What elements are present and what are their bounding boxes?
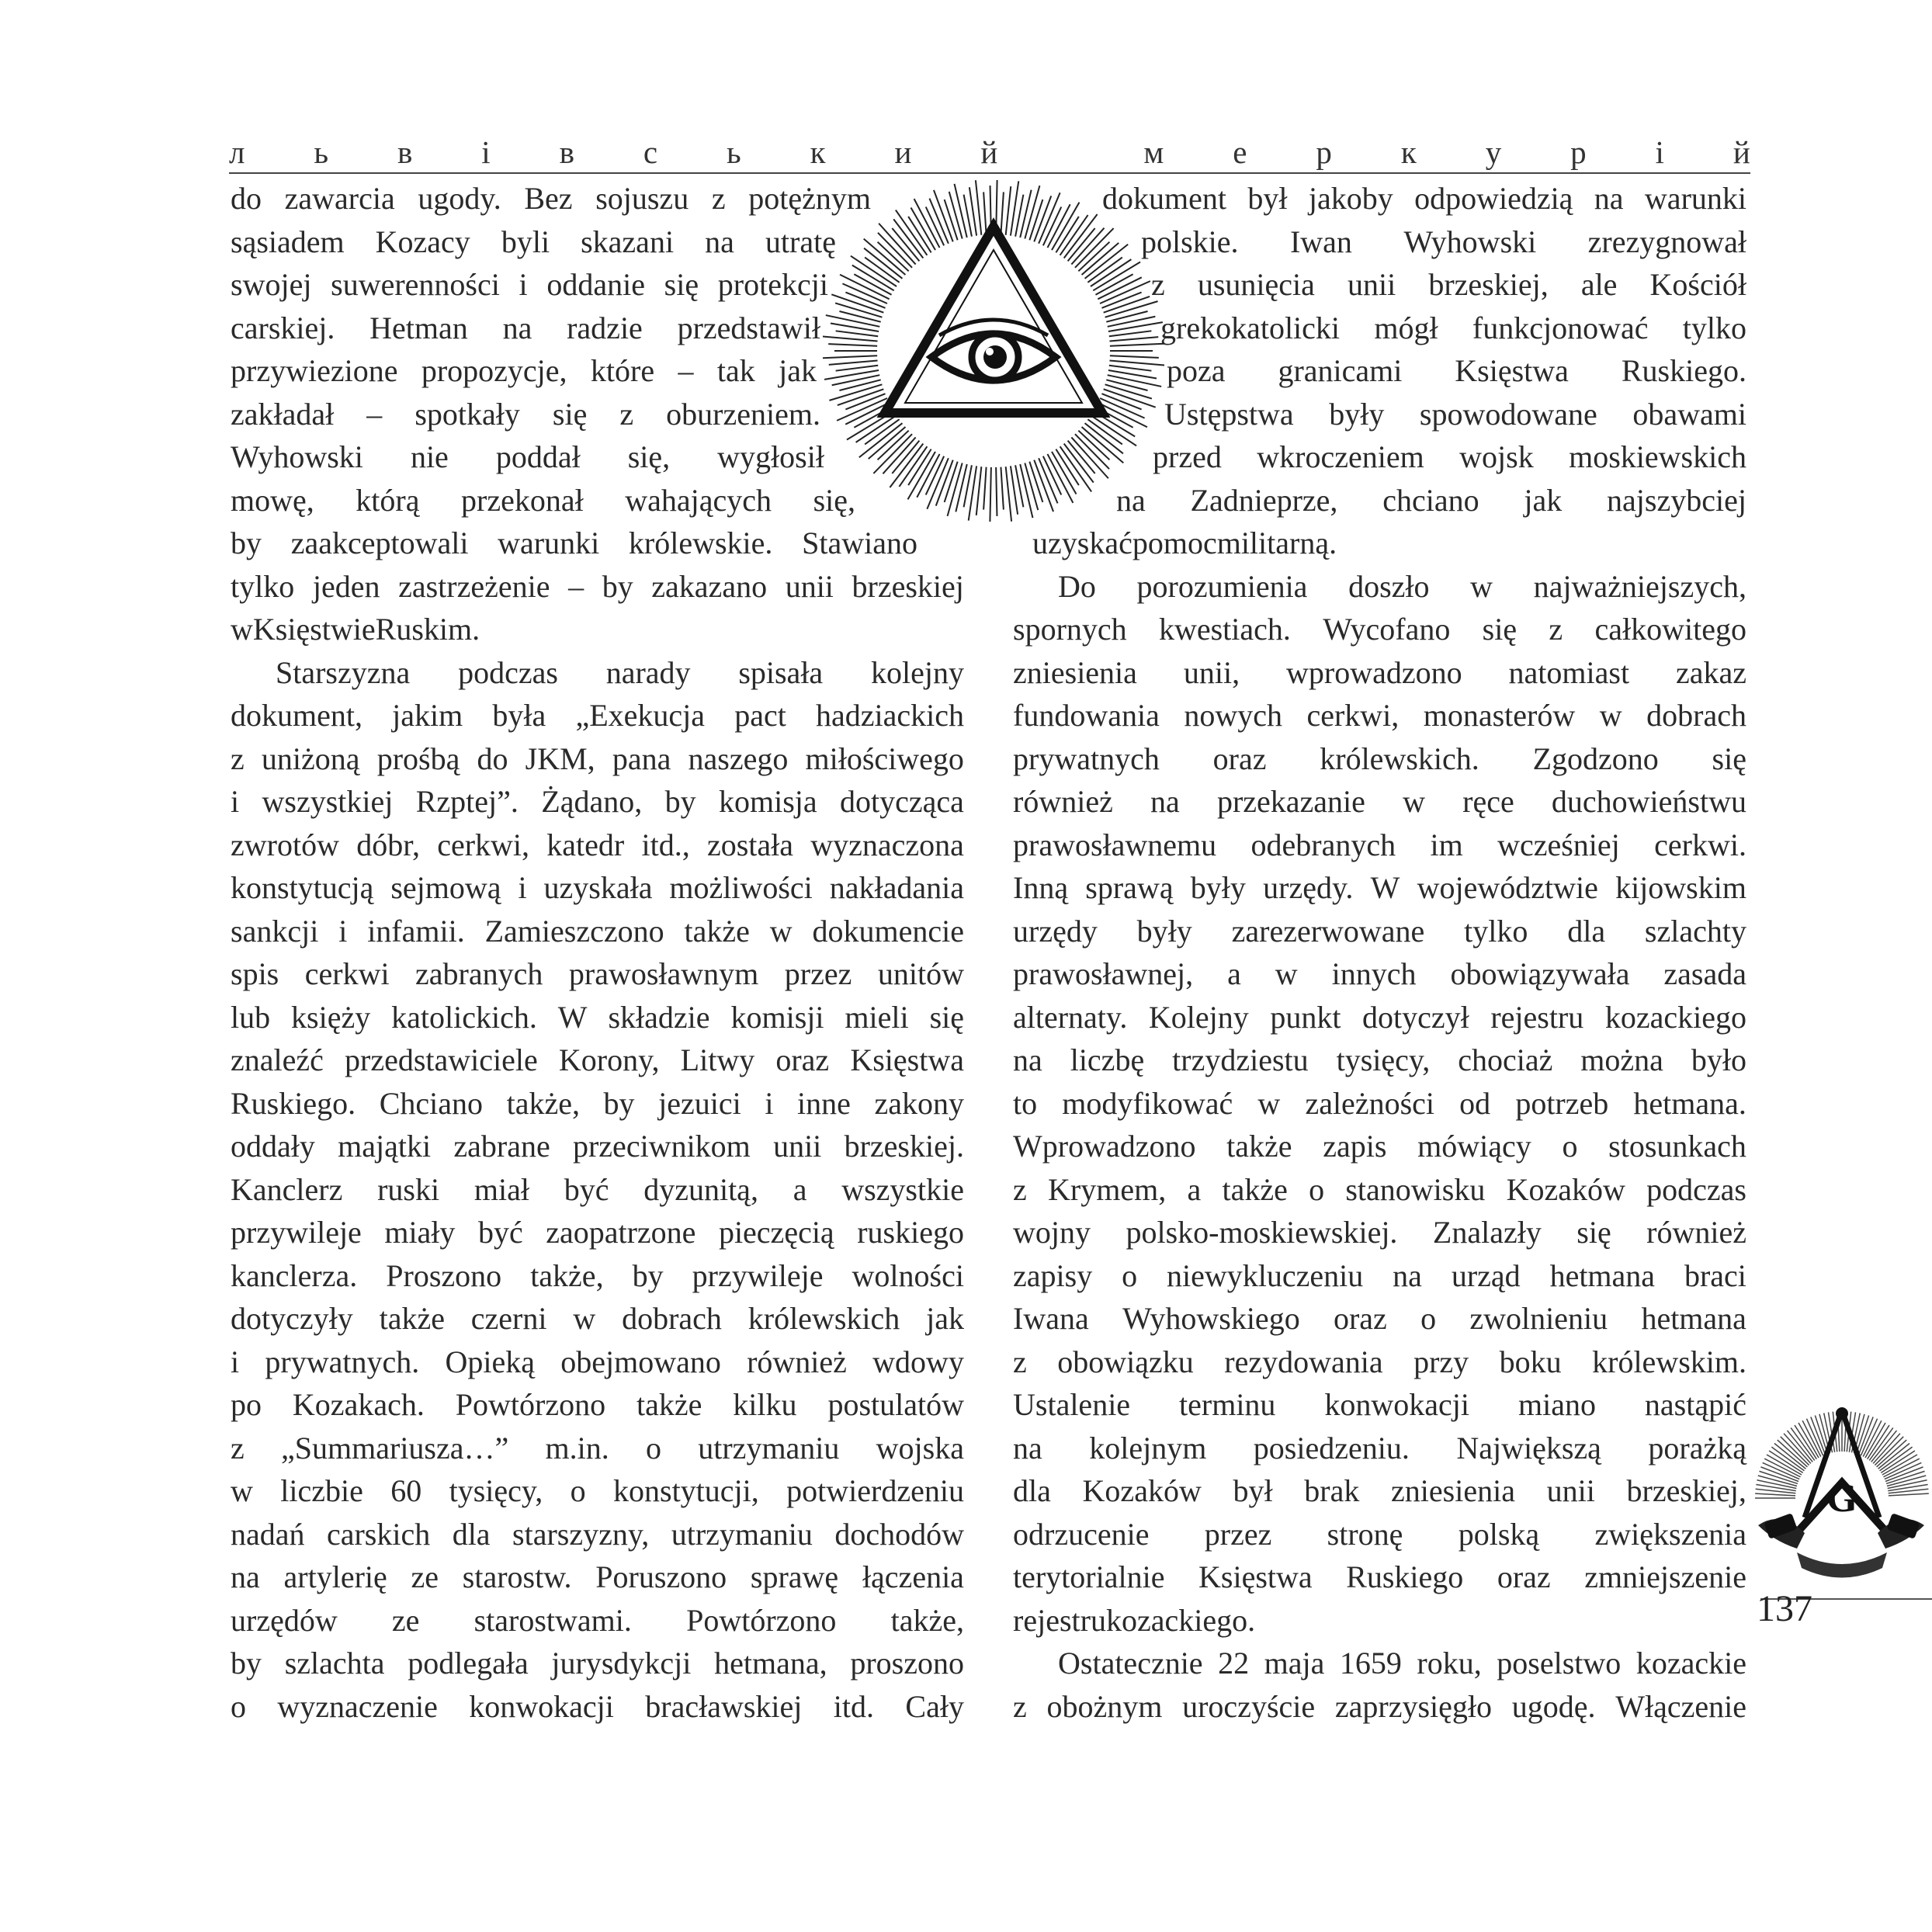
all-seeing-eye-icon — [823, 180, 1164, 522]
text-line: Starszyzna podczas narady spisała kolejny — [276, 654, 964, 690]
text-line: Wyhowski nie poddał się, wygłosił — [231, 439, 824, 474]
text-line: na Zadnieprze, chciano jak najszybciej — [1116, 482, 1746, 518]
text-line: na kolejnym posiedzeniu. Największą porażką — [1013, 1430, 1746, 1465]
running-head-letter: р — [1570, 134, 1587, 170]
text-line: grekokatolicki mógł funkcjonować tylko — [1160, 310, 1746, 345]
text-line: poza granicami Księstwa Ruskiego. — [1167, 353, 1746, 388]
running-head-letter: й — [1733, 134, 1750, 170]
text-line: Ruskiego. Chciano także, by jezuici i inne zakony — [231, 1085, 964, 1121]
text-line: dokument był jakoby odpowiedzią na warunki — [1102, 181, 1746, 216]
text-line: sąsiadem Kozacy byli skazani na utratę — [231, 224, 836, 259]
running-head-letter — [1067, 134, 1074, 171]
text-line: Ustalenie terminu konwokacji miano nastąpić — [1013, 1387, 1746, 1422]
text-line: przed wkroczeniem wojsk moskiewskich — [1153, 439, 1746, 474]
running-head-letter: й — [980, 134, 998, 170]
header-rule — [229, 172, 1750, 174]
text-line: dokument, jakim była „Exekucja pact hadziackich — [231, 698, 964, 733]
running-head-letter: ь — [314, 134, 329, 170]
running-head-letter: ь — [727, 134, 741, 170]
text-line: by szlachta podlegała jurysdykcji hetmana, proszono — [231, 1646, 964, 1681]
text-line: nadań carskich dla starszyzny, utrzymaniu dochodów — [231, 1516, 964, 1552]
text-line: wojny polsko-moskiewskiej. Znalazły się również — [1013, 1215, 1746, 1250]
text-line: również na przekazanie w ręce duchowieństwu — [1013, 784, 1746, 819]
running-head-letter: и — [894, 134, 912, 170]
text-line: w Księstwie Ruskim. — [231, 612, 480, 647]
text-line: konstytucją sejmową i uzyskała możliwości nakładania — [231, 870, 964, 905]
running-head-letter: в — [559, 134, 574, 170]
text-line: i prywatnych. Opieką obejmowano również wdowy — [231, 1344, 964, 1379]
text-line: alternaty. Kolejny punkt dotyczył rejestru kozackiego — [1013, 999, 1746, 1035]
text-line: rejestru kozackiego. — [1013, 1602, 1256, 1638]
text-line: by zaakceptowali warunki królewskie. Stawiano — [231, 525, 917, 560]
text-line: carskiej. Hetman na radzie przedstawił — [231, 310, 820, 345]
text-line: Kanclerz ruski miał być dyzunitą, a wszystkie — [231, 1171, 964, 1207]
text-line: po Kozakach. Powtórzono także kilku postulatów — [231, 1387, 964, 1422]
text-line: na liczbę trzydziestu tysięcy, chociaż można było — [1013, 1042, 1746, 1077]
masonic-square-compass-icon — [1750, 1393, 1932, 1595]
page-number: 137 — [1757, 1588, 1812, 1629]
text-line: uzyskać pomoc militarną. — [1032, 525, 1337, 560]
running-head-letter: с — [643, 134, 658, 170]
running-head-letter: е — [1233, 134, 1247, 170]
running-head-letter: і — [481, 134, 491, 170]
text-line: z uniżoną prośbą do JKM, pana naszego miłościwego — [231, 741, 964, 776]
running-head-letter: в — [397, 134, 413, 170]
text-line: Wprowadzono także zapis mówiący o stosunkach — [1013, 1129, 1746, 1164]
running-head-letter: м — [1143, 134, 1164, 170]
text-line: zapisy o niewykluczeniu na urząd hetmana braci — [1013, 1257, 1746, 1293]
text-line: przywiezione propozycje, które – tak jak — [231, 353, 817, 388]
running-head-letter: к — [1400, 134, 1417, 170]
text-line: polskie. Iwan Wyhowski zrezygnował — [1141, 224, 1746, 259]
text-line: terytorialnie Księstwa Ruskiego oraz zmniejszenie — [1013, 1559, 1746, 1594]
text-line: Inną sprawą były urzędy. W województwie kijowskim — [1013, 870, 1746, 905]
text-line: Ostatecznie 22 maja 1659 roku, poselstwo kozackie — [1058, 1646, 1746, 1681]
text-line: fundowania nowych cerkwi, monasterów w dobrach — [1013, 698, 1746, 733]
text-line: urzędów ze starostwami. Powtórzono także, — [231, 1602, 964, 1638]
text-line: i wszystkiej Rzptej”. Żądano, by komisja dotycząca — [231, 784, 964, 819]
text-line: oddały majątki zabrane przeciwnikom unii brzeskiej. — [231, 1129, 964, 1164]
text-line: mowę, którą przekonał wahających się, — [231, 482, 855, 518]
text-line: Iwana Wyhowskiego oraz o zwolnieniu hetmana — [1013, 1301, 1746, 1336]
text-line: kanclerza. Proszono także, by przywileje wolności — [231, 1257, 964, 1293]
text-line: Ustępstwa były spowodowane obawami — [1164, 396, 1746, 432]
text-line: spis cerkwi zabranych prawosławnym przez unitów — [231, 956, 964, 991]
running-head-letter: і — [1655, 134, 1664, 170]
text-line: prywatnych oraz królewskich. Zgodzono się — [1013, 741, 1746, 776]
text-line: tylko jeden zastrzeżenie – by zakazano unii brzeskiej — [231, 568, 964, 604]
text-line: zwrotów dóbr, cerkwi, katedr itd., została wyznaczona — [231, 827, 964, 862]
text-line: zakładał – spotkały się z oburzeniem. — [231, 396, 820, 432]
text-line: swojej suwerenności i oddanie się protekcji — [231, 267, 828, 302]
text-line: do zawarcia ugody. Bez sojuszu z potężnym — [231, 181, 871, 216]
text-line: z „Summariusza…” m.in. o utrzymaniu wojska — [231, 1430, 964, 1465]
text-line: dotyczyły także czerni w dobrach królewskich jak — [231, 1301, 964, 1336]
text-line: lub księży katolickich. W składzie komisji mieli się — [231, 999, 964, 1035]
text-line: przywileje miały być zaopatrzone pieczęcią ruskiego — [231, 1215, 964, 1250]
text-line: z usunięcia unii brzeskiej, ale Kościół — [1151, 267, 1746, 302]
text-line: sankcji i infamii. Zamieszczono także w dokumencie — [231, 913, 964, 949]
text-line: znaleźć przedstawiciele Korony, Litwy oraz Księstwa — [231, 1042, 964, 1077]
text-line: spornych kwestiach. Wycofano się z całkowitego — [1013, 612, 1746, 647]
text-line: to modyfikować w zależności od potrzeb hetmana. — [1013, 1085, 1746, 1121]
text-line: prawosławnemu odebranych im wcześniej cerkwi. — [1013, 827, 1746, 862]
text-line: dla Kozaków był brak zniesienia unii brzeskiej, — [1013, 1473, 1746, 1508]
text-line: o wyznaczenie konwokacji bracławskiej itd. Cały — [231, 1688, 964, 1724]
text-line: zniesienia unii, wprowadzono natomiast zakaz — [1013, 654, 1746, 690]
text-line: z Krymem, a także o stanowisku Kozaków podczas — [1013, 1171, 1746, 1207]
running-head-letter: к — [810, 134, 826, 170]
text-line: z obożnym uroczyście zaprzysięgło ugodę. Włączenie — [1013, 1688, 1746, 1724]
running-head-letter: р — [1316, 134, 1332, 170]
running-head-letter: у — [1485, 134, 1502, 170]
svg-text:G: G — [1826, 1476, 1858, 1521]
running-head-letter: л — [229, 134, 245, 170]
text-line: na artylerię ze starostw. Poruszono sprawę łączenia — [231, 1559, 964, 1594]
running-head — [229, 132, 1750, 171]
text-line: z obowiązku rezydowania przy boku królewskim. — [1013, 1344, 1746, 1379]
text-line: prawosławnej, a w innych obowiązywała zasada — [1013, 956, 1746, 991]
text-line: Do porozumienia doszło w najważniejszych, — [1058, 568, 1746, 604]
text-line: urzędy były zarezerwowane tylko dla szlachty — [1013, 913, 1746, 949]
text-line: odrzucenie przez stronę polską zwiększenia — [1013, 1516, 1746, 1552]
text-line: w liczbie 60 tysięcy, o konstytucji, potwierdzeniu — [231, 1473, 964, 1508]
